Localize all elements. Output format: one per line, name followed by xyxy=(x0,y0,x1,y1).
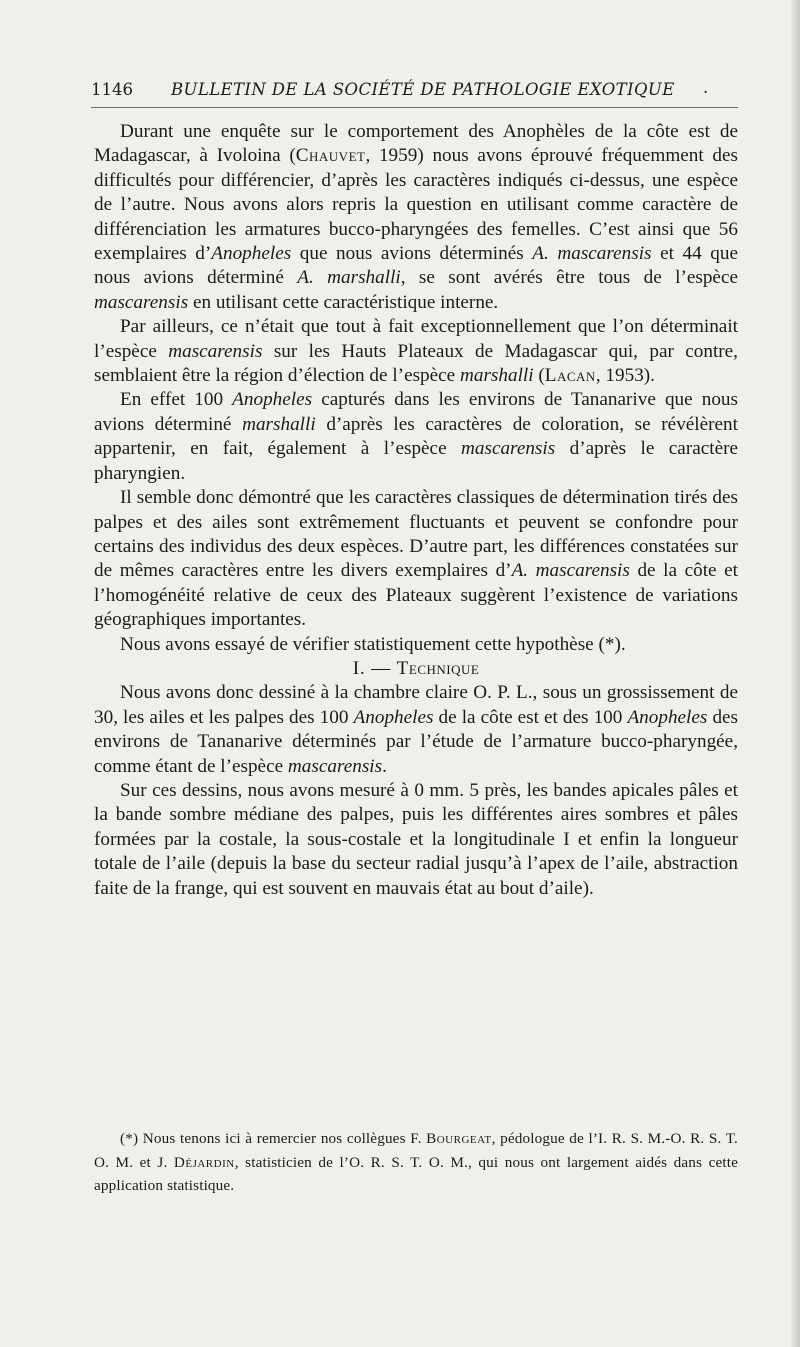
article-body xyxy=(94,120,738,901)
author-citation: Chauvet xyxy=(295,145,366,167)
header-mark: . xyxy=(703,78,709,97)
page-edge-shadow xyxy=(791,0,800,1347)
page-number: 1146 xyxy=(91,80,133,99)
paragraph-4: Il semble donc démontré que les caractères classiques de détermination tirés des palpes et des ailes sont extrêmement fluctuants et peuvent se confondre pour certains des individus des deux espèces. D’autre part, les différences constatées sur de mêmes caractères entre les divers exemplaires d’A. mascarensis de la côte et l’homogénéité relative de ceux des Plateaux suggèrent l’existence de variations géographiques importantes. xyxy=(94,487,738,631)
footnote-text: (*) Nous tenons ici à remercier nos collègues F. Bourgeat, pédologue de l’I. R. S. M.-O. R. S. T. O. M. et J. Déjardin, statisticien de l’O. R. S. T. O. M., qui nous ont largement aidés dans cette application statistique. xyxy=(94,1130,738,1195)
paragraph-7: Sur ces dessins, nous avons mesuré à 0 mm. 5 près, les bandes apicales pâles et la bande sombre médiane des palpes, puis les différentes aires sombres et pâles formées par la costale, la sous-costale et la longitudinale I et enfin la longueur totale de l’aile (depuis la base du secteur radial jusqu’à l’apex de l’aile, abstraction faite de la frange, qui est souvent en mauvais état au bout d’aile). xyxy=(94,779,738,899)
footnote xyxy=(94,1127,738,1198)
journal-title: BULLETIN DE LA SOCIÉTÉ DE PATHOLOGIE EXOTIQUE xyxy=(171,80,675,99)
running-header xyxy=(91,80,721,106)
section-heading: I. — Technique xyxy=(352,657,480,679)
paragraph-5: Nous avons essayé de vérifier statistiquement cette hypothèse (*). xyxy=(120,633,626,655)
paragraph-3: En effet 100 Anopheles capturés dans les environs de Tananarive que nous avions déterminé marshalli d’après les caractères de coloration, se révélèrent appartenir, en fait, également à l’espèce mascarensis d’après le caractère pharyngien. xyxy=(94,389,738,484)
author-citation: Lacan xyxy=(544,365,596,387)
paragraph-1: Durant une enquête sur le comportement des Anophèles de la côte est de Madagascar, à Ivoloina (Chauvet, 1959) nous avons éprouvé fréquemment des difficultés pour différencier, d’après les caractères indiqués ci-dessus, une espèce de l’autre. Nous avons alors repris la question en utilisant comme caractère de différenciation les armatures bucco-pharyngées des femelles. C’est ainsi que 56 exemplaires d’Anopheles que nous avions déterminés A. mascarensis et 44 que nous avions déterminé A. marshalli, se sont avérés être tous de l’espèce mascarensis en utilisant cette caractéristique interne. xyxy=(94,121,738,313)
paragraph-6: Nous avons donc dessiné à la chambre claire O. P. L., sous un grossissement de 30, les ailes et les palpes des 100 Anopheles de la côte est et des 100 Anopheles des environs de Tananarive déterminés par l’étude de l’armature bucco-pharyngée, comme étant de l’espèce mascarensis. xyxy=(94,682,739,777)
header-rule xyxy=(91,107,738,108)
paragraph-2: Par ailleurs, ce n’était que tout à fait exceptionnellement que l’on déterminait l’espèce mascarensis sur les Hauts Plateaux de Madagascar qui, par contre, semblaient être la région d’élection de l’espèce marshalli (Lacan, 1953). xyxy=(94,316,738,387)
